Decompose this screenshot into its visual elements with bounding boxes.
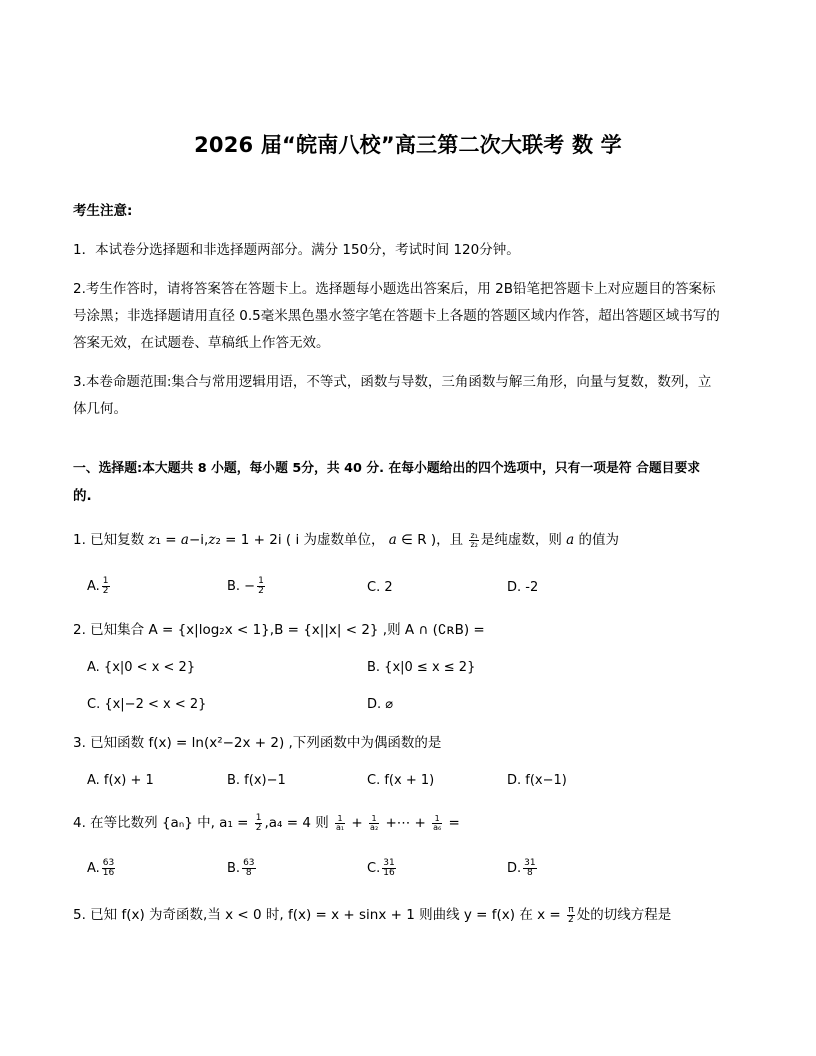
question-3-stem: 3. 已知函数 f(x) = ln(x²−2x + 2) ,下列函数中为偶函数的是 — [73, 735, 442, 751]
question-2-option-c[interactable]: C. {x|−2 < x < 2} — [87, 697, 207, 712]
question-2-option-b[interactable]: B. {x|0 ≤ x ≤ 2} — [367, 660, 476, 675]
notice-item-1: 1．本试卷分选择题和非选择题两部分。满分 150分，考试时间 120分钟。 — [73, 242, 520, 258]
notice-item-3-line2: 体几何。 — [73, 401, 127, 417]
question-2-option-a[interactable]: A. {x|0 < x < 2} — [87, 660, 196, 675]
notice-item-3-line1: 3.本卷命题范围:集合与常用逻辑用语，不等式，函数与导数，三角函数与解三角形，向量与复数，数列，立 — [73, 374, 712, 390]
question-4-option-c[interactable]: C. $\frac{31}{16}$ — [367, 858, 395, 878]
notice-item-2-line1: 2.考生作答时，请将答案答在答题卡上。选择题每小题选出答案后，用 2B铅笔把答题卡上对应题目的答案标 — [73, 281, 716, 297]
fraction-z1-over-z2: $\frac{\text{z₁}}{\text{z₂}}$ — [470, 530, 478, 549]
question-1-option-d[interactable]: D. -2 — [507, 580, 539, 595]
question-2-stem: 2. 已知集合 A = {x|log₂x < 1},B = {x||x| < 2} ,则 A ∩ (∁ʀB) = — [73, 622, 485, 638]
notice-item-2-line2: 号涂黑；非选择题请用直径 0.5毫米黑色墨水签字笔在答题卡上各题的答题区域内作答，超出答题区域书写的 — [73, 308, 720, 324]
question-1-option-c[interactable]: C. 2 — [367, 580, 393, 595]
question-4-option-b[interactable]: B. $\frac{63}{8}$ — [227, 858, 255, 878]
section-1-heading-line1: 一、选择题:本大题共 8 小题，每小题 5分，共 40 分. 在每小题给出的四个选项中，只有一项是符 合题目要求 — [73, 461, 701, 476]
question-3-option-c[interactable]: C. f(x + 1) — [367, 773, 435, 788]
question-2-option-d[interactable]: D. ⌀ — [367, 697, 394, 712]
question-3-option-a[interactable]: A. f(x) + 1 — [87, 773, 154, 788]
question-4-stem: 4. 在等比数列 {aₙ} 中, a₁ = $\frac{1}{2}$ ,a₄ = 4 则 $\frac{1}{\text{a₁}}$ + $\frac{1}{\text{a₂}}$ +⋯ + $\frac{1}{\text{a₆}}$ = — [73, 812, 460, 833]
notice-item-2-line3: 答案无效，在试题卷、草稿纸上作答无效。 — [73, 335, 330, 351]
question-1-option-a[interactable]: A. $\frac{1}{2}$ — [87, 576, 109, 596]
question-4-option-d[interactable]: D. $\frac{31}{8}$ — [507, 858, 536, 878]
question-1-stem: 1. 已知复数 z₁ = a−i,z₂ = 1 + 2i ( i 为虚数单位， a ∈ R )，且 $\frac{\text{z₁}}{\text{z₂}}$ 是纯虚数，则 a 的值为 — [73, 530, 619, 549]
question-3-option-d[interactable]: D. f(x−1) — [507, 773, 567, 788]
question-4-option-a[interactable]: A. $\frac{63}{16}$ — [87, 858, 115, 878]
section-1-heading-line2: 的. — [73, 488, 92, 504]
notice-heading: 考生注意: — [73, 203, 133, 219]
question-5-stem: 5. 已知 f(x) 为奇函数,当 x < 0 时, f(x) = x + sinx + 1 则曲线 y = f(x) 在 x = $\frac{\pi}{2}$ 处的切线方程是 — [73, 904, 672, 925]
question-1-option-b[interactable]: B. − $\frac{1}{2}$ — [227, 576, 264, 596]
page-title: 2026 届“皖南八校”高三第二次大联考 数 学 — [194, 133, 622, 157]
question-3-option-b[interactable]: B. f(x)−1 — [227, 773, 286, 788]
